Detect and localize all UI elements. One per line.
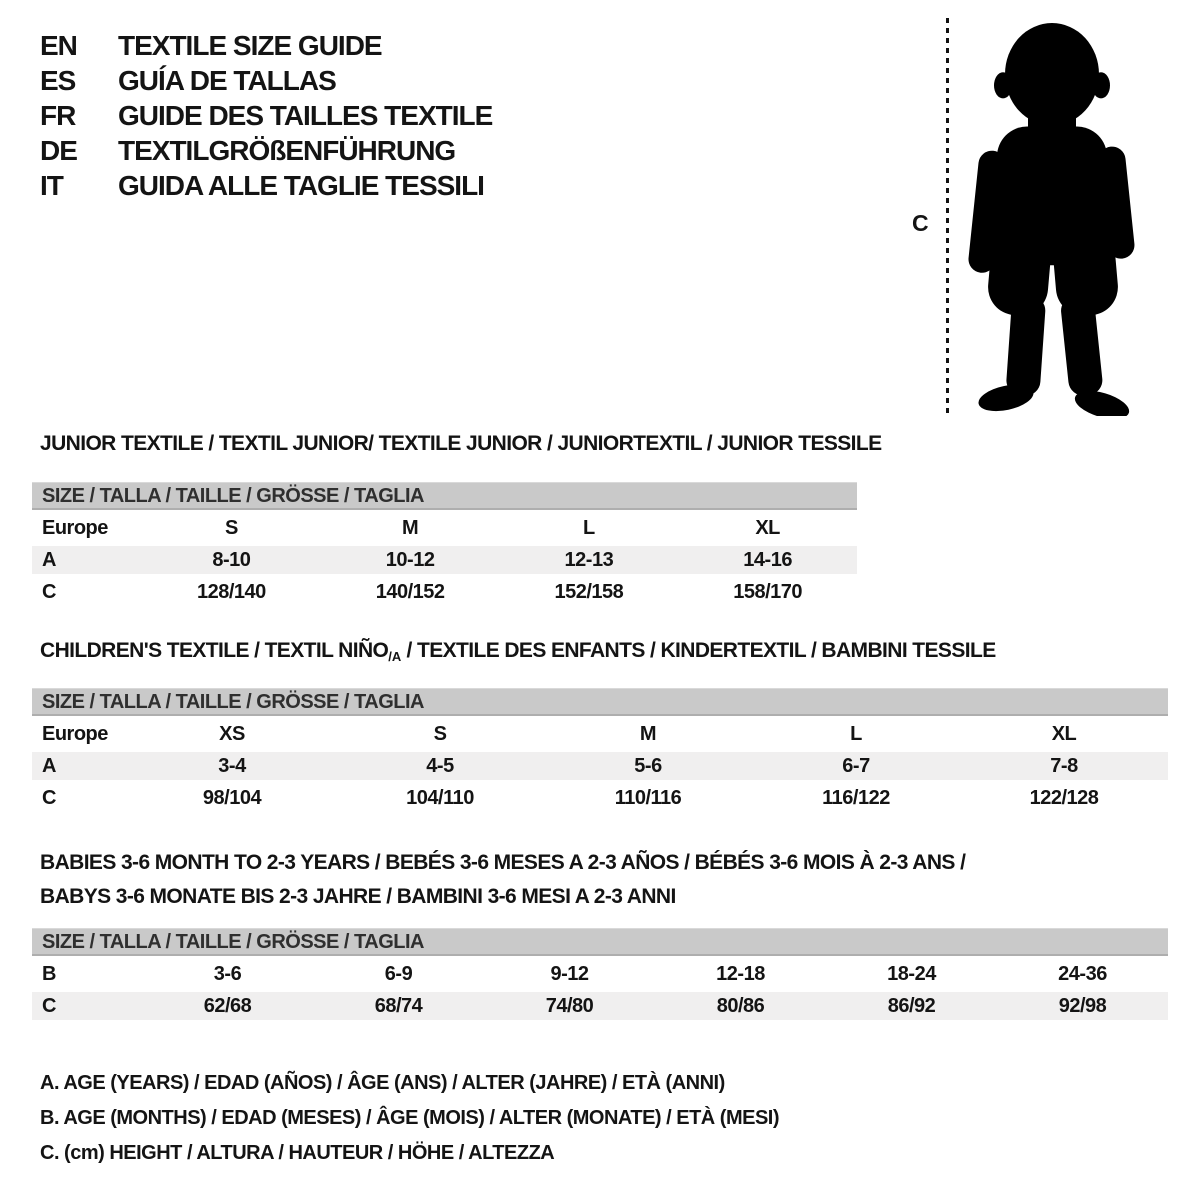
row-label: A	[42, 754, 56, 777]
language-code: DE	[40, 134, 77, 166]
age-cell: 24-36	[1058, 962, 1107, 985]
size-cell: XS	[219, 722, 245, 745]
language-code: ES	[40, 64, 76, 96]
age-cell: 14-16	[743, 548, 792, 571]
children-section-title	[40, 639, 996, 663]
height-cell: 158/170	[733, 580, 803, 603]
table-row-height	[32, 992, 1168, 1020]
language-row-fr	[40, 98, 492, 133]
row-label: B	[42, 962, 56, 985]
size-cell: S	[224, 516, 238, 539]
height-cell: 122/128	[1029, 786, 1099, 809]
height-cell: 92/98	[1058, 994, 1107, 1017]
height-cell: 62/68	[203, 994, 252, 1017]
height-cell: 110/116	[614, 786, 682, 809]
guide-title: GUIDE DES TAILLES TEXTILE	[118, 99, 493, 131]
age-cell: 12-13	[564, 548, 614, 571]
height-measure-label: C	[912, 210, 929, 236]
row-label: Europe	[42, 516, 108, 539]
height-cell: 68/74	[374, 994, 423, 1017]
babies-title-line1: BABIES 3-6 MONTH TO 2-3 YEARS / BEBÉS 3-6 MESES A 2-3 AÑOS / BÉBÉS 3-6 MOIS À 2-3 ANS /	[40, 851, 966, 874]
height-cell: 116/122	[822, 786, 890, 809]
size-cell: L	[850, 722, 862, 745]
height-cell: 98/104	[202, 786, 262, 809]
height-cell: 104/110	[406, 786, 474, 809]
row-label: C	[42, 580, 56, 603]
guide-title: GUIDA ALLE TAGLIE TESSILI	[118, 169, 484, 201]
height-cell: 74/80	[545, 994, 594, 1017]
guide-title: TEXTILGRÖßENFÜHRUNG	[118, 134, 456, 166]
footnote-legend	[40, 1066, 779, 1171]
age-cell: 18-24	[887, 962, 936, 985]
height-cell: 140/152	[375, 580, 445, 603]
language-code: IT	[40, 169, 63, 201]
junior-size-table	[32, 482, 857, 610]
size-table-header: SIZE / TALLA / TAILLE / GRÖSSE / TAGLIA	[32, 482, 857, 510]
footnote-a: A. AGE (YEARS) / EDAD (AÑOS) / ÂGE (ANS) / ALTER (JAHRE) / ETÀ (ANNI)	[40, 1072, 725, 1094]
height-measure-dashed-line	[946, 18, 949, 414]
row-label: C	[42, 786, 56, 809]
language-code: EN	[40, 29, 77, 61]
size-cell: XL	[755, 516, 780, 539]
size-cell: L	[583, 516, 595, 539]
children-size-table	[32, 688, 1168, 816]
babies-title-line2: BABYS 3-6 MONATE BIS 2-3 JAHRE / BAMBINI 3-6 MESI A 2-3 ANNI	[40, 885, 676, 908]
age-cell: 10-12	[385, 548, 435, 571]
size-table-header: SIZE / TALLA / TAILLE / GRÖSSE / TAGLIA	[32, 688, 1168, 716]
height-cell: 152/158	[554, 580, 624, 603]
footnote-c: C. (cm) HEIGHT / ALTURA / HAUTEUR / HÖHE / ALTEZZA	[40, 1142, 555, 1164]
babies-section-title	[40, 846, 965, 914]
toddler-silhouette-image	[966, 14, 1136, 416]
footnote-b: B. AGE (MONTHS) / EDAD (MESES) / ÂGE (MOIS) / ALTER (MONATE) / ETÀ (MESI)	[40, 1107, 780, 1129]
language-title-list	[40, 28, 492, 203]
language-row-en	[40, 28, 492, 63]
language-row-de	[40, 133, 492, 168]
height-cell: 128/140	[196, 580, 266, 603]
age-cell: 4-5	[426, 754, 454, 777]
table-row-age	[32, 546, 857, 574]
junior-section-title: JUNIOR TEXTILE / TEXTIL JUNIOR/ TEXTILE JUNIOR / JUNIORTEXTIL / JUNIOR TESSILE	[40, 432, 882, 455]
language-row-it	[40, 168, 492, 203]
height-cell: 80/86	[716, 994, 765, 1017]
age-cell: 3-6	[213, 962, 242, 985]
row-label: Europe	[42, 722, 108, 745]
children-title-part: CHILDREN'S TEXTILE / TEXTIL NIÑO	[40, 639, 389, 662]
table-row-europe	[32, 716, 1168, 752]
row-label: A	[42, 548, 56, 571]
height-cell: 86/92	[887, 994, 936, 1017]
table-row-europe	[32, 510, 857, 546]
age-cell: 6-7	[842, 754, 870, 777]
language-row-es	[40, 63, 492, 98]
table-row-age	[32, 752, 1168, 780]
size-cell: XL	[1051, 722, 1077, 745]
size-table-header: SIZE / TALLA / TAILLE / GRÖSSE / TAGLIA	[32, 928, 1168, 956]
guide-title: TEXTILE SIZE GUIDE	[118, 29, 382, 61]
age-cell: 3-4	[218, 754, 246, 777]
age-cell: 9-12	[550, 962, 589, 985]
age-cell: 7-8	[1050, 754, 1078, 777]
children-title-part: / TEXTILE DES ENFANTS / KINDERTEXTIL / BAMBINI TESSILE	[401, 639, 996, 662]
babies-size-table	[32, 928, 1168, 1020]
size-cell: S	[433, 722, 447, 745]
age-cell: 8-10	[212, 548, 251, 571]
age-cell: 6-9	[384, 962, 413, 985]
language-code: FR	[40, 99, 76, 131]
table-row-height	[32, 574, 857, 610]
age-cell: 12-18	[716, 962, 765, 985]
table-row-height	[32, 780, 1168, 816]
guide-title: GUÍA DE TALLAS	[118, 64, 336, 96]
size-cell: M	[639, 722, 657, 745]
table-row-age-months	[32, 956, 1168, 992]
size-cell: M	[402, 516, 419, 539]
age-cell: 5-6	[634, 754, 662, 777]
row-label: C	[42, 994, 56, 1017]
children-title-subscript: /A	[388, 649, 402, 664]
